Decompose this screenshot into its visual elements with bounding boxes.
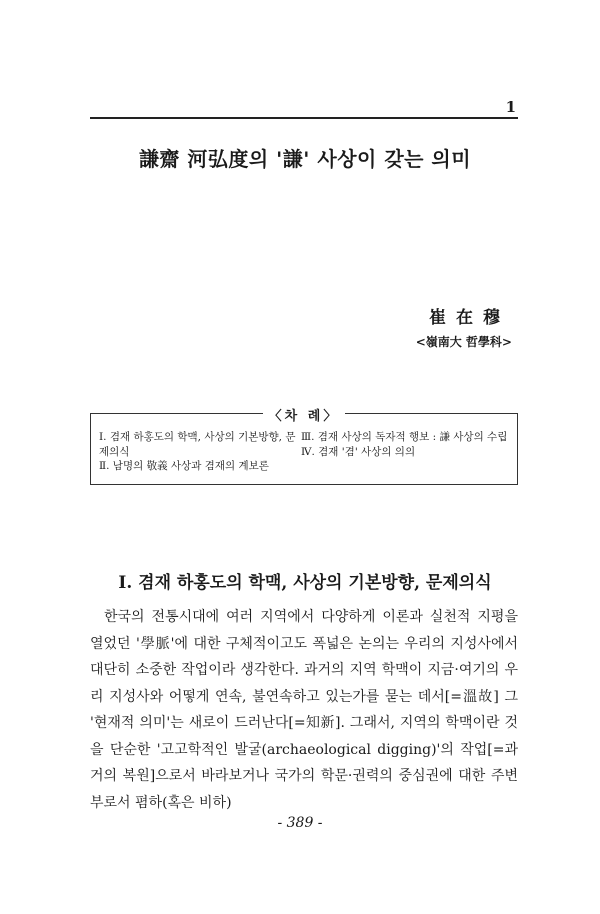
page-number: 1 — [505, 98, 516, 116]
footer-page-number: - 389 - — [277, 815, 323, 831]
toc-right-column — [301, 430, 515, 459]
body-paragraph: 한국의 전통시대에 여러 지역에서 다양하게 이론과 실천적 지평을 열었던 '學脈'에 대한 구체적이고도 폭넓은 논의는 우리의 지성사에서 대단히 소중한 작업이라 생각한다. 과거의 지역 학맥이 지금·여기의 우리 지성사와 어떻게 연속, 불연속하고 있는가를 묻는 데서[=溫故] 그 '현재적 의미'는 새로이 드러난다[=知新]. 그래서, 지역의 학맥이란 것을 단순한 '고고학적인 발굴(archaeological digging)'의 작업[=과거의 복원]으로서 바라보거나 국가의 학문·권력의 중심권에 대한 주변부로서 폄하(혹은 비하) — [90, 609, 518, 811]
header-rule — [90, 117, 518, 119]
toc-item: Ⅲ. 겸재 사상의 독자적 행보 : 謙 사상의 수립 — [301, 431, 508, 443]
toc-label: 〈차 례〉 — [263, 409, 346, 424]
author-name: 崔在穆 — [429, 308, 510, 328]
toc-left-column — [99, 430, 299, 474]
author-affiliation: <嶺南大 哲學科> — [415, 335, 512, 349]
toc-item: Ⅰ. 겸재 하홍도의 학맥, 사상의 기본방향, 문제의식 — [99, 431, 296, 458]
paper-title: 謙齋 河弘度의 '謙' 사상이 갖는 의미 — [138, 147, 472, 171]
section-heading: Ⅰ. 겸재 하홍도의 학맥, 사상의 기본방향, 문제의식 — [118, 573, 492, 593]
toc-item: Ⅳ. 겸재 '겸' 사상의 의의 — [301, 445, 416, 458]
toc-item: Ⅱ. 남명의 敬義 사상과 겸재의 계보론 — [99, 460, 269, 472]
table-of-contents — [90, 409, 518, 485]
